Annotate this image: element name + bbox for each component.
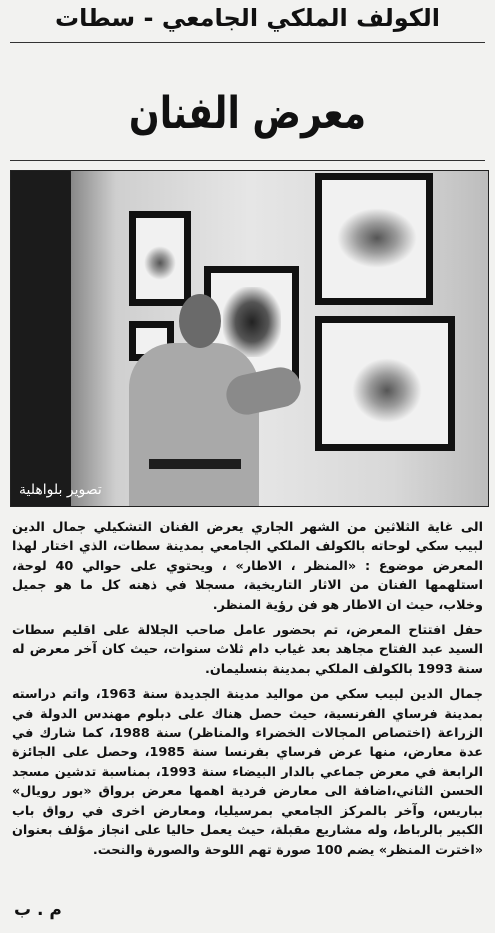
article-photo — [10, 170, 489, 507]
paragraph-3: جمال الدين لبيب سكي من مواليد مدينة الجديدة سنة 1963، واتم دراسته بمدينة فرساي الفرنسية، حيث حصل هناك على دبلوم مهندس الدولة في الزراعة (اختصاص المجالات الخضراء والمناظر) سنة 1988، كما شارك في عدة معارض، منها عرض فرساي بفرنسا سنة 1985، وحصل على الجائزة الرابعة في معرض جماعي بالدار البيضاء سنة 1993، بمناسبة تدشين مسجد الحسن الثاني،اضافة الى معارض فردية اهمها معرض برواق «بور رويال» بباريس، وآخر بالمركز الجامعي بمرسيليا، ومعارض اخرى في رواق باب الكبير بالرباط، وله مشاريع مقبلة، حيث يعمل حاليا على انجاز مؤلف بعنوان «اخترت المنظر» يضم 100 صورة تهم اللوحة والصورة والنحت. — [12, 687, 484, 858]
author-signature: م . ب — [14, 900, 62, 920]
artwork-frame-4 — [315, 316, 455, 451]
article-body — [12, 518, 483, 866]
artwork-frame-3 — [315, 173, 433, 305]
artist-figure — [129, 343, 259, 507]
article-headline: معرض الفنان — [128, 88, 367, 139]
paragraph-1: الى غاية الثلاثين من الشهر الجاري يعرض الفنان التشكيلي جمال الدين لبيب سكي لوحاته بالكولف الملكي الجامعي بمدينة سطات، الذي اختار لهذا المعرض موضوع : «المنظر ، الاطار» ، ويحتوي على حوالي 40 لوحة، استلهمها الفنان من الاثار التاريخية، مسجلا في ذهنه كل ما هو جميل وخلاب، حيث ان الاطار هو فن رؤية المنظر. — [12, 520, 483, 613]
article-kicker: الكولف الملكي الجامعي - سطات — [55, 4, 440, 32]
headline-rule — [10, 160, 485, 161]
artist-belt — [149, 459, 241, 469]
paragraph-2: حفل افتتاح المعرض، تم بحضور عامل صاحب الجلالة على اقليم سطات السيد عبد الفتاح مجاهد بعد غياب دام ثلاث سنوات، حيث كان آخر معرض له سنة 1993 بالكولف الملكي بمدينة بنسليمان. — [12, 623, 483, 677]
artwork-frame-1 — [129, 211, 191, 306]
top-rule — [10, 42, 485, 43]
photo-credit: تصوير بلواهلية — [19, 482, 102, 498]
artist-head — [179, 294, 221, 348]
photo-shadow — [11, 171, 71, 506]
